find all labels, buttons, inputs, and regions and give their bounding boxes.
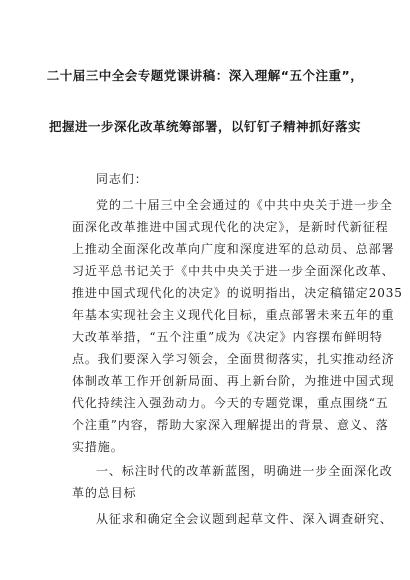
body-line: 个注重”内容，帮助大家深入理解提出的背景、意义、落 [72, 418, 389, 432]
section-heading-line: 革的总目标 [72, 486, 137, 500]
body-line: 点。我们要深入学习领会，全面贯彻落实，扎实推动经济 [72, 352, 395, 366]
document-title-line-1: 二十届三中全会专题党课讲稿：深入理解“五个注重”， [46, 68, 364, 83]
body-line: 上推动全面深化改革向广度和深度进军的总动员、总部署 [72, 242, 395, 256]
body-line: 从征求和确定全会议题到起草文件、深入调查研究、 [96, 512, 393, 526]
section-heading-line: 一、标注时代的改革新蓝图，明确进一步全面深化改 [96, 464, 393, 478]
body-line: 体制改革工作开创新局面、再上新台阶，为推进中国式现 [72, 374, 395, 388]
body-line: 面深化改革推进中国式现代化的决定》，是新时代新征程 [72, 220, 389, 234]
body-line: 大改革举措，“五个注重”成为《决定》内容摆布鲜明特 [72, 330, 383, 344]
document-title-line-2: 把握进一步深化改革统筹部署，以钉钉子精神抓好落实 [48, 119, 361, 134]
body-line: 实措施。 [72, 440, 124, 454]
body-line: 代化持续注入强劲动力。今天的专题党课，重点围绕“五 [72, 396, 389, 410]
salutation: 同志们： [96, 172, 148, 186]
body-line: 习近平总书记关于《中共中央关于进一步全面深化改革、 [72, 264, 395, 278]
body-line: 年基本实现社会主义现代化目标，重点部署未来五年的重 [72, 308, 395, 322]
body-line: 推进中国式现代化的决定》的说明指出，决定稿锚定2035 [72, 286, 403, 300]
body-line: 党的二十届三中全会通过的《中共中央关于进一步全 [96, 198, 393, 212]
